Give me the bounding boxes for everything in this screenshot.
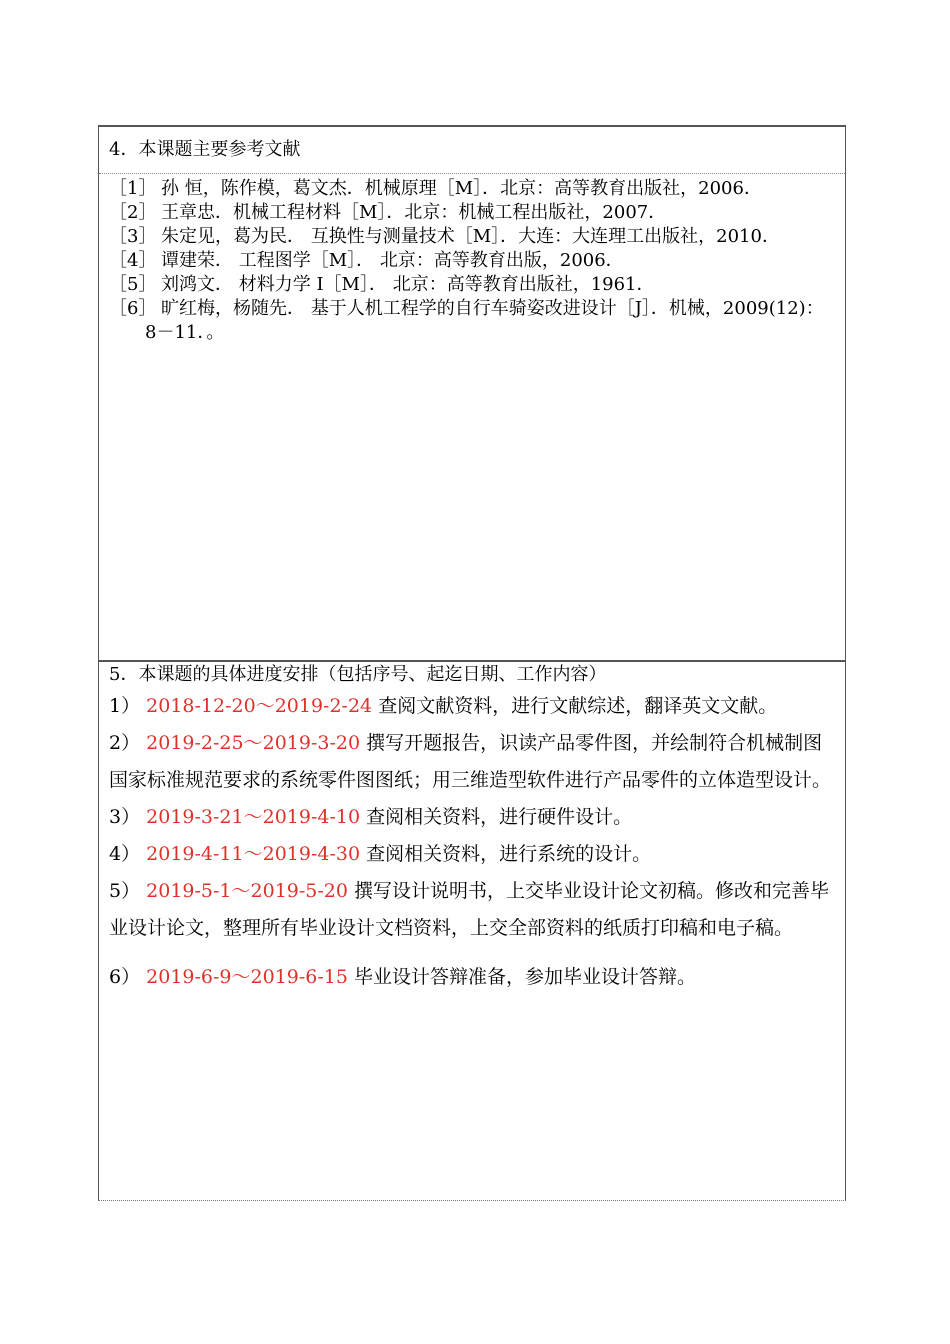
reference-text: 朱定见，葛为民． 互换性与测量技术［M］．大连：大连理工出版社，2010． [161,226,780,247]
schedule-text: 毕业设计答辩准备，参加毕业设计答辩。 [347,966,697,988]
reference-item [109,249,829,273]
schedule-date: 2019-6-9～2019-6-15 [146,966,348,988]
schedule-number: 3） [109,806,141,828]
schedule-date: 2019-3-21～2019-4-10 [146,806,361,828]
references-cell [99,127,845,662]
reference-item [109,225,829,249]
reference-text: 谭建荣． 工程图学［M］． 北京：高等教育出版，2006． [161,250,624,271]
reference-number: ［1］ [109,178,157,199]
schedule-text: 撰写开题报告，识读产品零件图，并绘制符合机械制图国家标准规范要求的系统零件图图纸；用三维造型软件进行产品零件的立体造型设计。 [109,732,832,791]
proposal-table [98,125,846,1201]
references-divider [99,173,845,174]
reference-number: ［5］ [109,274,157,295]
schedule-item [109,725,837,799]
schedule-text: 查阅文献资料，进行文献综述，翻译英文文献。 [372,695,778,717]
schedule-number: 6） [109,966,141,988]
references-heading: 4．本课题主要参考文献 [109,139,301,160]
reference-number: ［2］ [109,202,157,223]
references-list [109,177,829,345]
reference-item [109,297,829,345]
schedule-item [109,959,837,996]
schedule-heading: 5．本课题的具体进度安排（包括序号、起迄日期、工作内容） [109,664,607,685]
reference-text: 旷红梅，杨随先． 基于人机工程学的自行车骑姿改进设计［J］．机械，2009(12)：8－11．。 [145,298,824,343]
schedule-item [109,873,837,947]
schedule-item [109,688,837,725]
schedule-text: 撰写设计说明书，上交毕业设计论文初稿。修改和完善毕业设计论文，整理所有毕业设计文档资料，上交全部资料的纸质打印稿和电子稿。 [109,880,830,939]
schedule-date: 2019-2-25～2019-3-20 [146,732,361,754]
schedule-number: 2） [109,732,141,754]
schedule-text: 查阅相关资料，进行系统的设计。 [360,843,652,865]
schedule-item [109,799,837,836]
schedule-item [109,836,837,873]
reference-text: 孙 恒，陈作模，葛文杰．机械原理［M］．北京：高等教育出版社，2006． [161,178,762,199]
reference-item [109,273,829,297]
reference-number: ［3］ [109,226,157,247]
reference-text: 刘鸿文． 材料力学 I［M］． 北京：高等教育出版社，1961． [161,274,655,295]
reference-item [109,201,829,225]
schedule-list [109,688,837,996]
schedule-date: 2019-5-1～2019-5-20 [146,880,348,902]
reference-number: ［6］ [109,298,157,319]
schedule-date: 2018-12-20～2019-2-24 [146,695,373,717]
reference-number: ［4］ [109,250,157,271]
schedule-number: 5） [109,880,141,902]
schedule-date: 2019-4-11～2019-4-30 [146,843,361,865]
schedule-number: 1） [109,695,141,717]
schedule-text: 查阅相关资料，进行硬件设计。 [360,806,633,828]
reference-text: 王章忠．机械工程材料［M］．北京：机械工程出版社，2007． [161,202,667,223]
schedule-cell [99,662,845,1200]
reference-item [109,177,829,201]
schedule-number: 4） [109,843,141,865]
